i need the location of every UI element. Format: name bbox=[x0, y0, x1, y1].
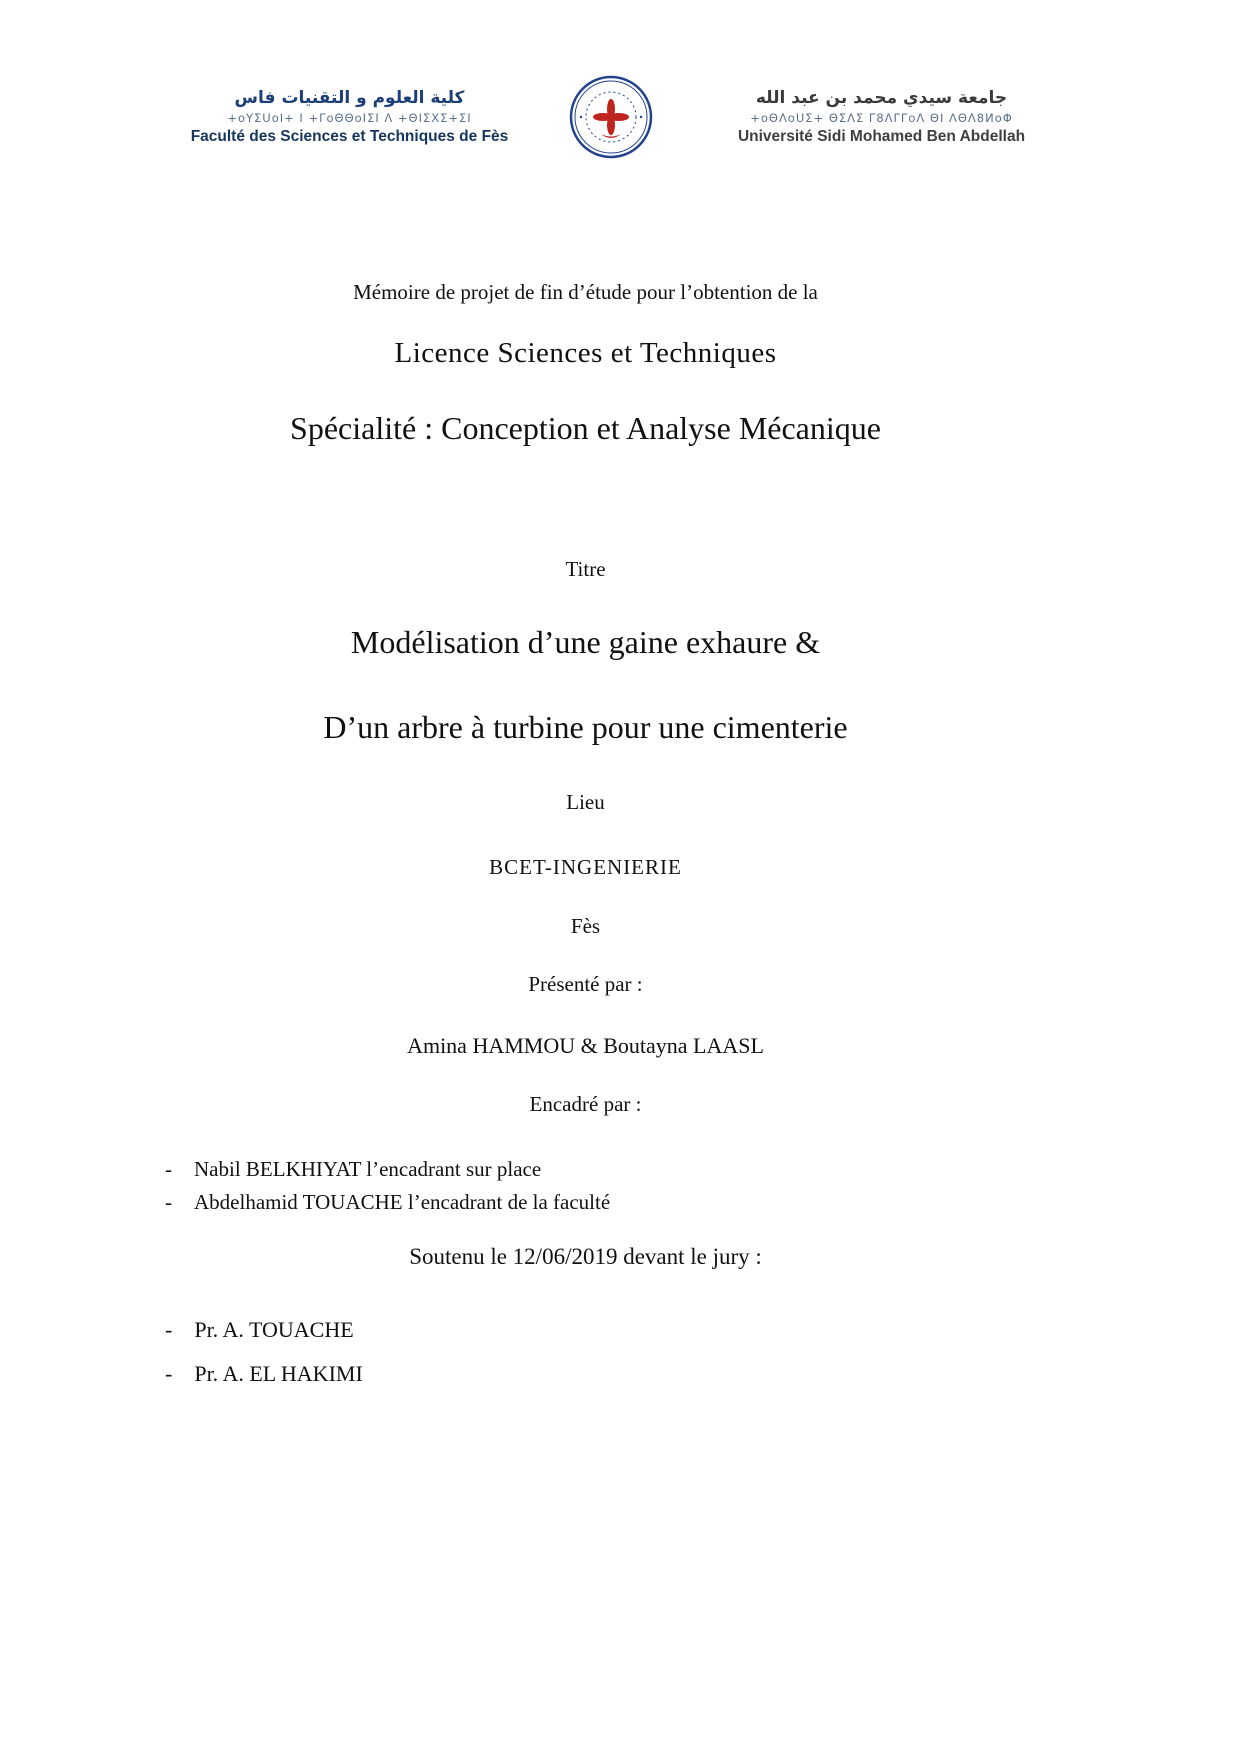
memoire-intro-line: Mémoire de projet de fin d’étude pour l’obtention de la bbox=[353, 280, 818, 304]
dash-bullet: - bbox=[165, 1157, 172, 1181]
list-item bbox=[165, 1153, 1061, 1186]
university-name-tifinagh: +oΘΛoUΣ+ ΘΣΛΣ Γ8ΛΓΓoΛ ΘΙ ΛΘΛ8ИoΦ bbox=[750, 110, 1013, 125]
defense-date-line: Soutenu le 12/06/2019 devant le jury : bbox=[409, 1244, 762, 1270]
title-label: Titre bbox=[565, 557, 606, 581]
company-name: BCET-INGENIERIE bbox=[489, 855, 682, 879]
degree-line: Licence Sciences et Techniques bbox=[394, 337, 777, 369]
list-item bbox=[165, 1308, 1061, 1352]
faculty-name-tifinagh: +oΥΣUoΙ+ Ι +ΓoΘΘoΙΣΙ Λ +ΘΙΣΧΣ+ΣΙ bbox=[227, 110, 472, 125]
thesis-title-line2: D’un arbre à turbine pour une cimenterie bbox=[323, 709, 848, 745]
jury-member-name: Pr. A. EL HAKIMI bbox=[194, 1361, 363, 1387]
university-logo-icon bbox=[568, 72, 654, 162]
supervisor-name: Nabil BELKHIYAT l’encadrant sur place bbox=[194, 1157, 542, 1181]
faculty-block bbox=[160, 88, 540, 147]
document-header bbox=[0, 72, 1241, 162]
title-page-content bbox=[110, 280, 1061, 1396]
dash-bullet: - bbox=[165, 1189, 172, 1214]
thesis-title-line1: Modélisation d’une gaine exhaure & bbox=[350, 624, 821, 660]
city-name: Fès bbox=[570, 914, 601, 938]
university-block bbox=[682, 88, 1082, 147]
list-item bbox=[165, 1186, 1061, 1219]
supervisors-list bbox=[110, 1153, 1061, 1218]
list-item bbox=[165, 1352, 1061, 1396]
supervised-by-label: Encadré par : bbox=[529, 1092, 642, 1116]
place-label: Lieu bbox=[566, 790, 605, 814]
presented-by-label: Présenté par : bbox=[528, 972, 643, 996]
faculty-name-french: Faculté des Sciences et Techniques de Fès bbox=[190, 128, 509, 146]
specialty-line: Spécialité : Conception et Analyse Mécanique bbox=[290, 410, 881, 446]
dash-bullet: - bbox=[165, 1317, 173, 1343]
jury-list bbox=[110, 1308, 1061, 1396]
faculty-name-arabic: كلية العلوم و التقنيات فاس bbox=[234, 87, 465, 108]
jury-member-name: Pr. A. TOUACHE bbox=[194, 1317, 354, 1343]
supervisor-name: Abdelhamid TOUACHE l’encadrant de la faculté bbox=[194, 1189, 611, 1214]
dash-bullet: - bbox=[165, 1361, 173, 1387]
university-name-french: Université Sidi Mohamed Ben Abdellah bbox=[737, 128, 1026, 146]
university-name-arabic: جامعة سيدي محمد بن عبد الله bbox=[755, 87, 1008, 108]
authors-line: Amina HAMMOU & Boutayna LAASL bbox=[407, 1033, 764, 1058]
